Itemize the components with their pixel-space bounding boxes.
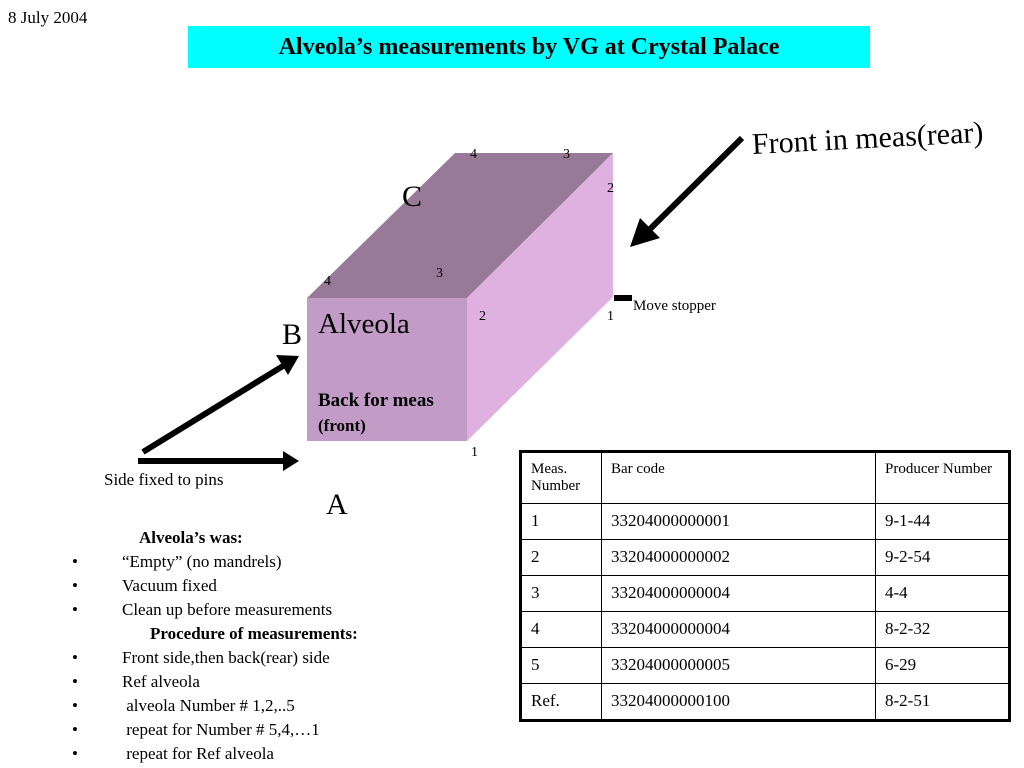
- header-producer-number: Producer Number: [876, 452, 1010, 504]
- cell-producer-number: 9-1-44: [876, 504, 1010, 540]
- stopper-mark: [614, 295, 632, 301]
- measurements-table: [519, 450, 1011, 722]
- a-arrow-head: [283, 451, 299, 471]
- cell-producer-number: 4-4: [876, 576, 1010, 612]
- corner-label: 4: [324, 274, 331, 289]
- corner-label: 4: [470, 147, 477, 162]
- b-arrow-line: [143, 366, 283, 452]
- side-fixed-label: Side fixed to pins: [104, 470, 224, 489]
- table-row: [521, 684, 1010, 721]
- back-front-sublabel: (front): [318, 416, 366, 435]
- list-item: • Clean up before measurements: [72, 600, 333, 619]
- letter-c-label: C: [402, 180, 423, 213]
- table-row: [521, 540, 1010, 576]
- front-in-meas-label: Front in meas(rear): [751, 115, 985, 161]
- cell-meas-number: 3: [521, 576, 602, 612]
- header-meas-number: Meas. Number: [521, 452, 602, 504]
- date-label: 8 July 2004: [8, 8, 88, 27]
- corner-label: 1: [607, 309, 614, 324]
- list-item: • repeat for Number # 5,4,…1: [72, 720, 320, 739]
- list-item: • Vacuum fixed: [72, 576, 217, 595]
- table-header-row: [521, 452, 1010, 504]
- cell-bar-code: 33204000000004: [602, 576, 876, 612]
- list-item: • Ref alveola: [72, 672, 200, 691]
- cell-producer-number: 6-29: [876, 648, 1010, 684]
- list-item: • “Empty” (no mandrels): [72, 552, 282, 571]
- corner-label: 1: [471, 445, 478, 460]
- notes-section: [60, 526, 460, 766]
- cell-meas-number: 5: [521, 648, 602, 684]
- list-item: • Front side,then back(rear) side: [72, 648, 330, 667]
- cell-producer-number: 9-2-54: [876, 540, 1010, 576]
- table-row: [521, 648, 1010, 684]
- header-bar-code: Bar code: [602, 452, 876, 504]
- back-for-meas-label: Back for meas: [318, 390, 434, 411]
- front-arrow-line: [645, 138, 742, 234]
- corner-label: 3: [563, 147, 570, 162]
- cell-producer-number: 8-2-51: [876, 684, 1010, 721]
- cell-bar-code: 33204000000004: [602, 612, 876, 648]
- was-heading: Alveola’s was:: [139, 528, 243, 547]
- table-row: [521, 504, 1010, 540]
- corner-label: 2: [479, 309, 486, 324]
- cell-meas-number: 2: [521, 540, 602, 576]
- page-title: Alveola’s measurements by VG at Crystal Palace: [188, 26, 870, 68]
- list-item: • alveola Number # 1,2,..5: [72, 696, 295, 715]
- cell-bar-code: 33204000000001: [602, 504, 876, 540]
- table-row: [521, 612, 1010, 648]
- alveola-face-label: Alveola: [318, 308, 410, 340]
- move-stopper-label: Move stopper: [633, 298, 716, 314]
- cell-meas-number: Ref.: [521, 684, 602, 721]
- procedure-heading: Procedure of measurements:: [150, 624, 358, 643]
- cell-bar-code: 33204000000002: [602, 540, 876, 576]
- table-row: [521, 576, 1010, 612]
- cell-bar-code: 33204000000100: [602, 684, 876, 721]
- corner-label: 2: [607, 181, 614, 196]
- cell-bar-code: 33204000000005: [602, 648, 876, 684]
- letter-a-label: A: [326, 488, 348, 521]
- cell-producer-number: 8-2-32: [876, 612, 1010, 648]
- list-item: • repeat for Ref alveola: [72, 744, 274, 763]
- cell-meas-number: 4: [521, 612, 602, 648]
- letter-b-label: B: [282, 318, 303, 351]
- corner-label: 3: [436, 266, 443, 281]
- cell-meas-number: 1: [521, 504, 602, 540]
